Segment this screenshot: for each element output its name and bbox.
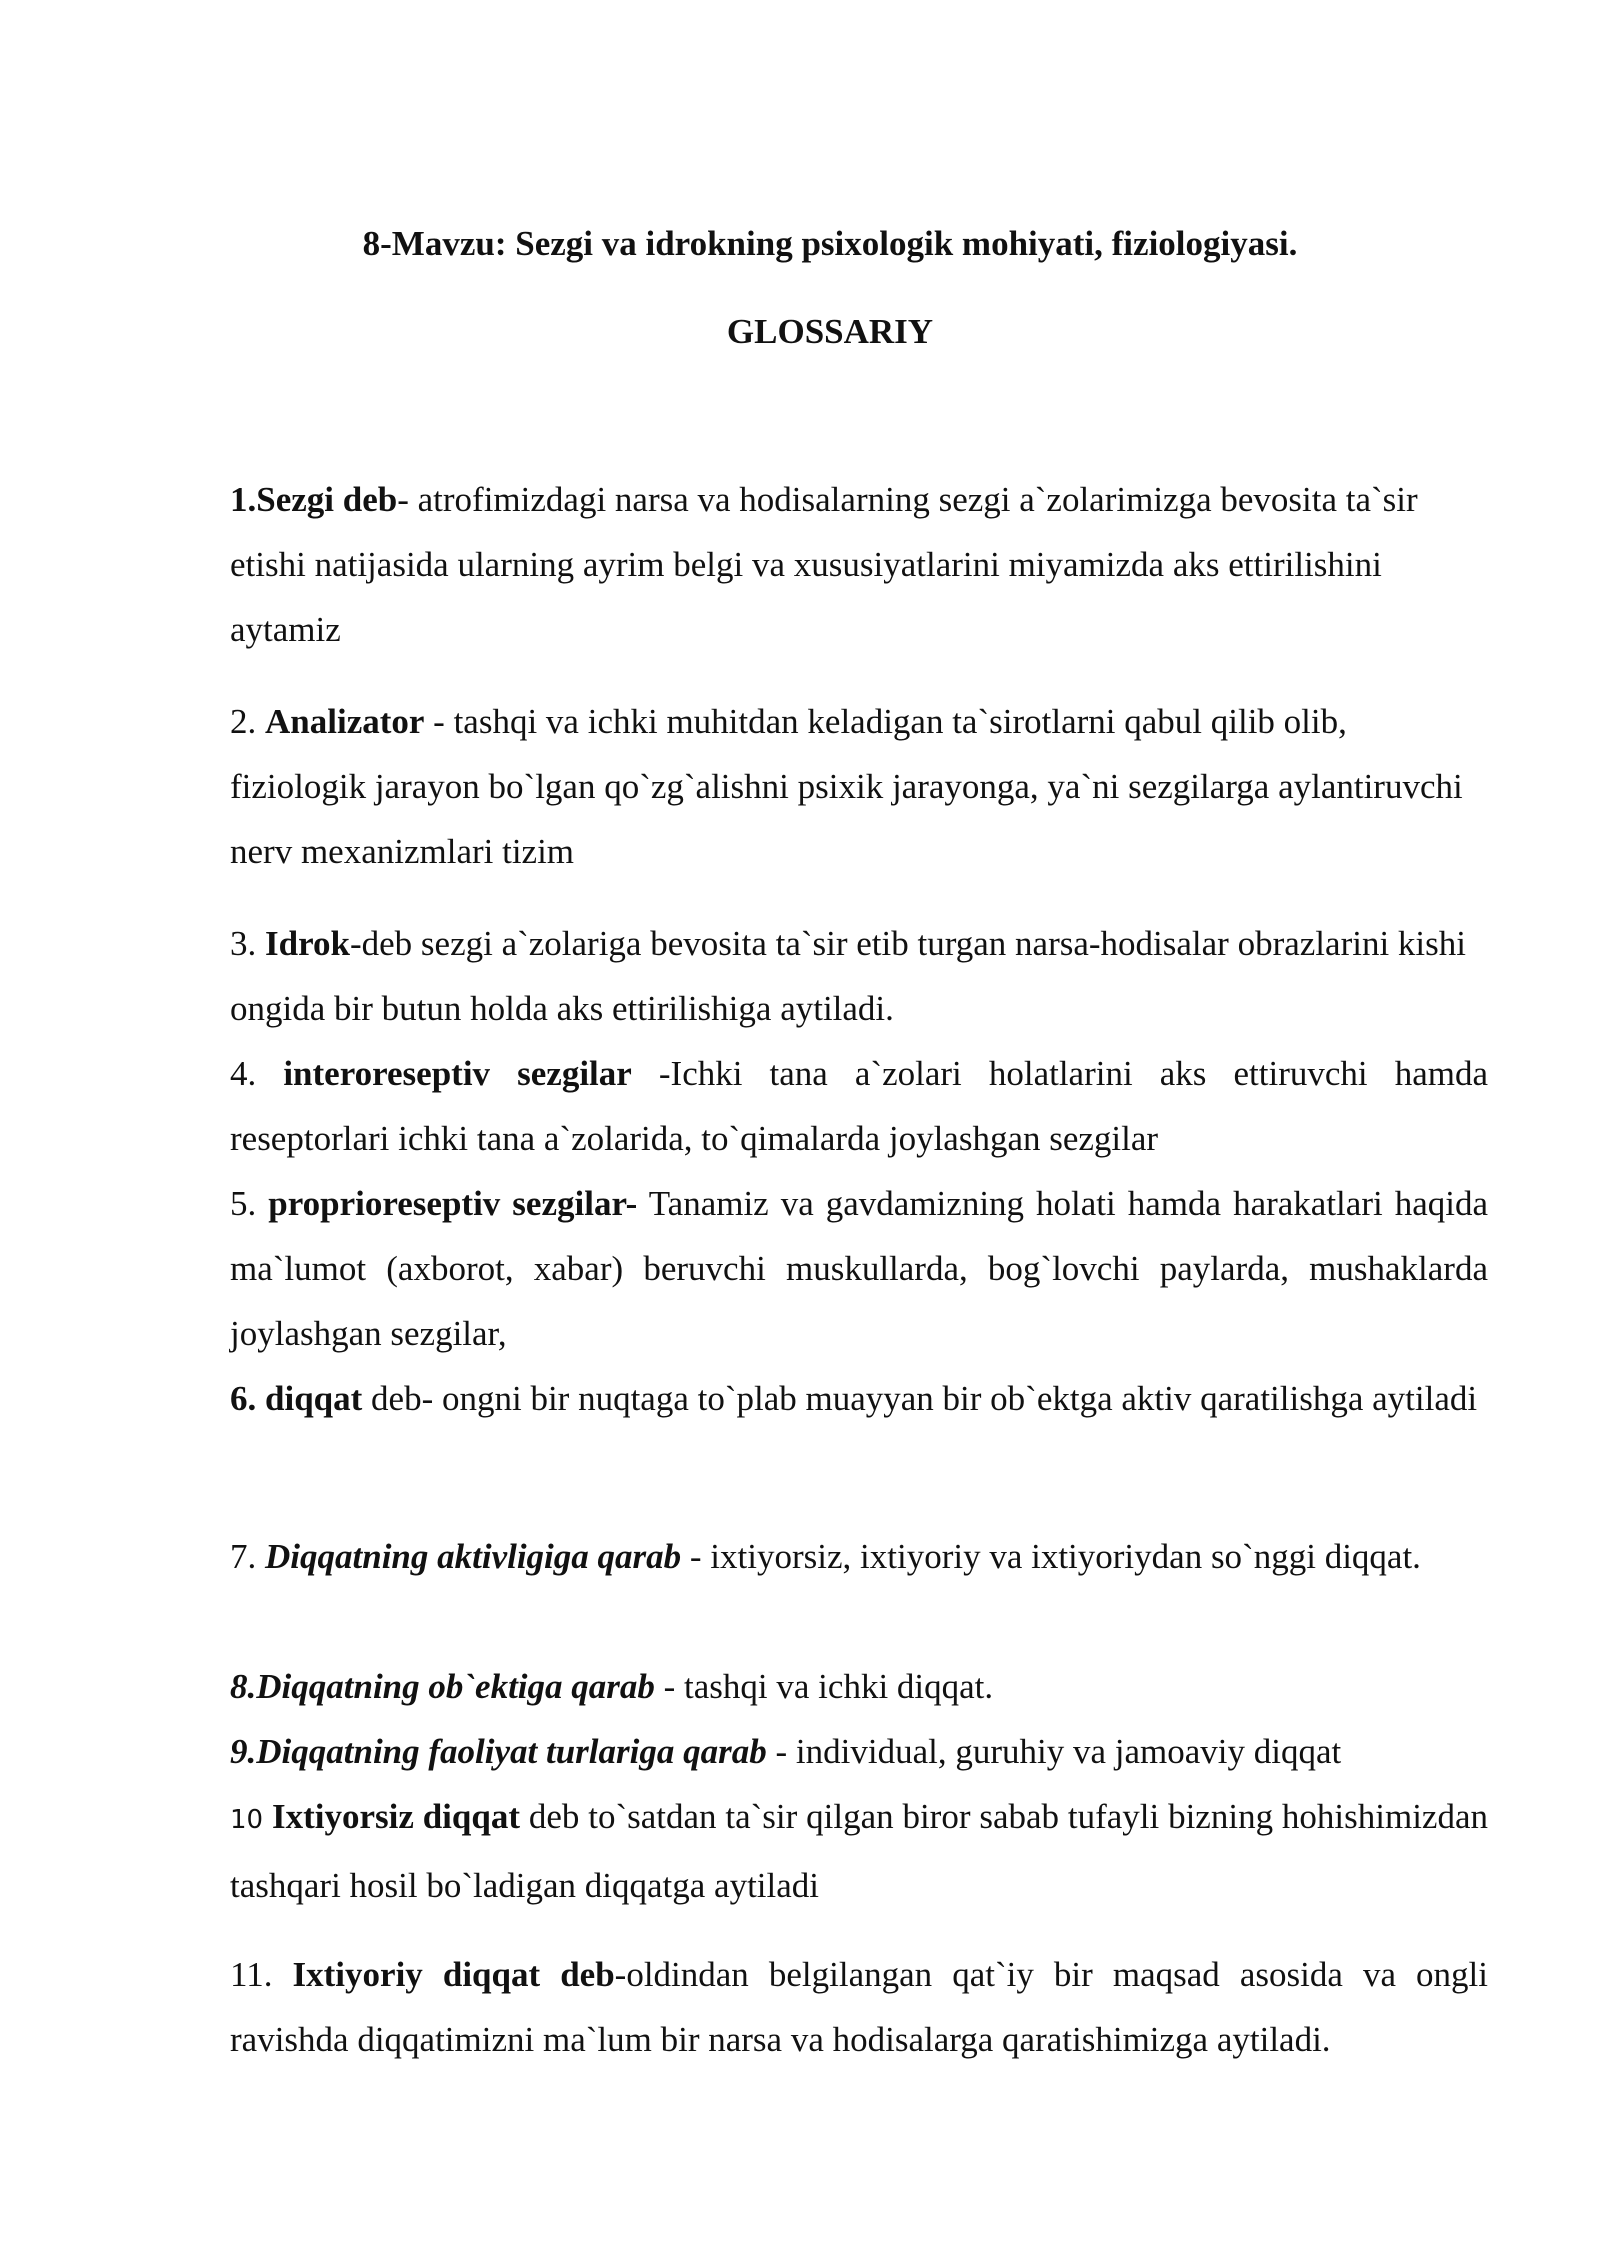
entry-definition: - tashqi va ichki diqqat.: [654, 1667, 994, 1706]
glossary-entry-2: [230, 689, 1488, 884]
entry-definition: - individual, guruhiy va jamoaviy diqqat: [766, 1732, 1342, 1771]
entry-term: Diqqatning ob`ektiga qarab: [256, 1667, 655, 1706]
glossary-entry-7: [230, 1524, 1488, 1589]
entry-definition: deb- ongni bir nuqtaga to`plab muayyan bir ob`ektga aktiv qaratilishga aytiladi: [362, 1379, 1478, 1418]
entry-term: Diqqatning faoliyat turlariga qarab: [256, 1732, 767, 1771]
entry-number: 1.: [230, 480, 257, 519]
entry-number: 2.: [230, 702, 265, 741]
glossary-entry-4: [230, 1041, 1488, 1171]
entry-term: Sezgi deb: [256, 480, 398, 519]
glossary-entry-1: [230, 467, 1488, 662]
entry-definition: -deb sezgi a`zolariga bevosita ta`sir etib turgan narsa-hodisalar obrazlarini kishi ongida bir butun holda aks ettirilishiga aytiladi.: [230, 924, 1466, 1028]
glossary-entry-11: [230, 1942, 1488, 2072]
entry-definition: - ixtiyorsiz, ixtiyoriy va ixtiyoriydan so`nggi diqqat.: [681, 1537, 1421, 1576]
entry-term: Ixtiyorsiz diqqat: [271, 1797, 520, 1836]
entry-definition: Tanamiz va gavdamizning holati hamda harakatlari haqida ma`lumot (axborot, xabar) beruvchi muskullarda, bog`lovchi paylarda, mushaklarda joylashgan sezgilar,: [230, 1184, 1488, 1353]
entry-definition: - atrofimizdagi narsa va hodisalarning sezgi a`zolarimizga bevosita ta`sir etishi natijasida ularning ayrim belgi va xususiyatlarini miyamizda aks ettirilishini aytamiz: [230, 480, 1418, 649]
entry-term: proprioreseptiv sezgilar-: [268, 1184, 638, 1223]
entry-number: 5.: [230, 1184, 269, 1223]
glossary-entry-10: [230, 1784, 1488, 1918]
glossary-entry-5: [230, 1171, 1488, 1366]
entry-term: Idrok: [265, 924, 350, 963]
entry-term: Ixtiyoriy diqqat deb: [292, 1955, 615, 1994]
entry-term: diqqat: [265, 1379, 363, 1418]
entry-definition: deb to`satdan ta`sir qilgan biror sabab tufayli bizning hohishimizdan tashqari hosil bo`ladigan diqqatga aytiladi: [230, 1797, 1489, 1905]
glossary-entry-9: [230, 1719, 1488, 1784]
glossary-entry-6: [230, 1366, 1488, 1431]
glossary-entry-3: [230, 911, 1488, 1041]
entry-term: Diqqatning aktivligiga qarab: [265, 1537, 682, 1576]
entry-definition: - tashqi va ichki muhitdan keladigan ta`sirotlarni qabul qilib olib, fiziologik jarayon bo`lgan qo`zg`alishni psixik jarayonga, ya`ni sezgilarga aylantiruvchi nerv mexanizmlari tizim: [230, 702, 1463, 871]
glossary-entry-8: [230, 1654, 1488, 1719]
document-title: 8-Mavzu: Sezgi va idrokning psixologik mohiyati, fiziologiyasi.: [362, 224, 1298, 263]
entry-number: 6.: [230, 1379, 265, 1418]
entry-definition: -Ichki tana a`zolari holatlarini aks ettiruvchi hamda reseptorlari ichki tana a`zolarida, to`qimalarda joylashgan sezgilar: [230, 1054, 1488, 1158]
entry-number: 7.: [230, 1537, 265, 1576]
entry-number: 9.: [230, 1732, 257, 1771]
entry-term: Analizator: [265, 702, 425, 741]
entry-number: 8.: [230, 1667, 257, 1706]
entry-term: interoreseptiv sezgilar: [283, 1054, 632, 1093]
entry-definition: -oldindan belgilangan qat`iy bir maqsad asosida va ongli ravishda diqqatimizni ma`lum bir narsa va hodisalarga qaratishimizga aytiladi.: [230, 1955, 1489, 2059]
entry-number: 3.: [230, 924, 265, 963]
entry-number: 4.: [230, 1054, 284, 1093]
section-heading: GLOSSARIY: [726, 312, 934, 351]
entry-number: 11.: [230, 1955, 293, 1994]
entry-number: 10: [230, 1805, 264, 1835]
